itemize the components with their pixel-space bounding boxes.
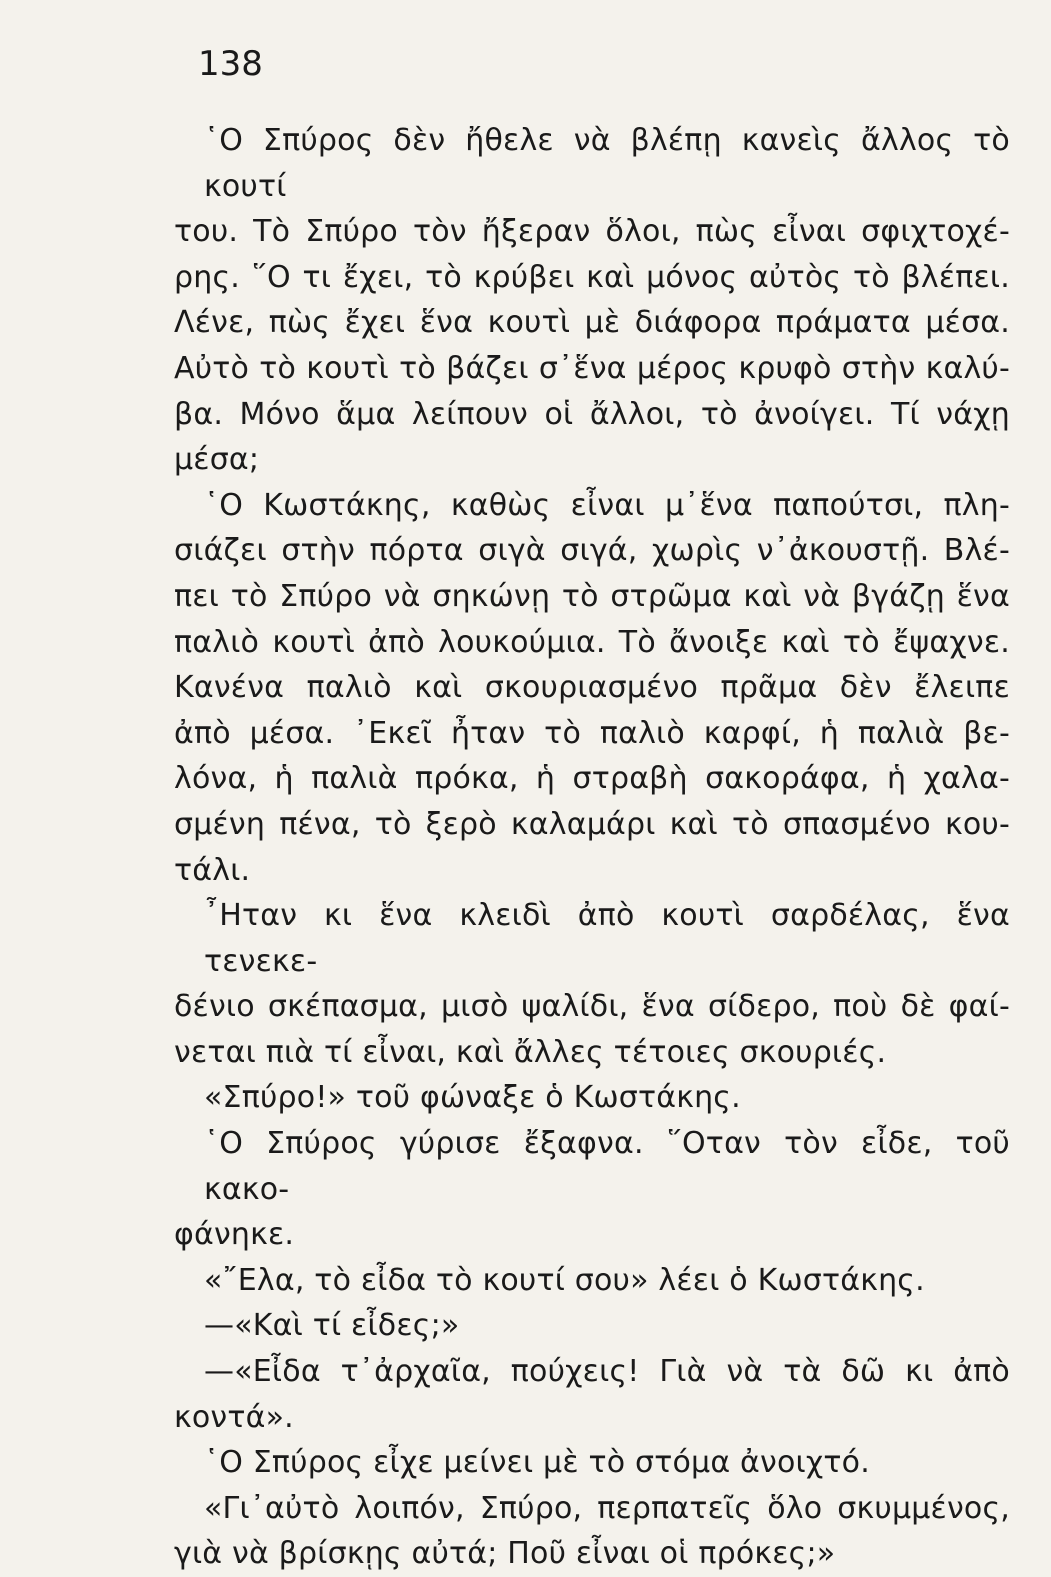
- text-line: σμένη πένα, τὸ ξερὸ καλαμάρι καὶ τὸ σπασμένο κου-: [174, 806, 1010, 842]
- text-line: του. Τὸ Σπύρο τὸν ἤξεραν ὅλοι, πὼς εἶναι σφιχτοχέ-: [174, 214, 1010, 250]
- paragraph: [174, 893, 1010, 1075]
- text-line: σιάζει στὴν πόρτα σιγὰ σιγά, χωρὶς ν᾽ἀκουστῇ. Βλέ-: [174, 533, 1010, 569]
- text-line: —«Εἶδα τ᾽ἀρχαῖα, πούχεις! Γιὰ νὰ τὰ δῶ κι ἀπὸ: [204, 1354, 1010, 1390]
- page-number: 138: [198, 44, 263, 84]
- text-line: ῾Ο Σπύρος δὲν ἤθελε νὰ βλέπῃ κανεὶς ἄλλος τὸ κουτί: [204, 123, 1010, 204]
- text-line: τάλι.: [174, 852, 251, 888]
- text-line: ρης. ῞Ο τι ἔχει, τὸ κρύβει καὶ μόνος αὐτὸς τὸ βλέπει.: [174, 259, 1010, 295]
- text-line: ἀπὸ μέσα. ᾽Εκεῖ ἦταν τὸ παλιὸ καρφί, ἡ παλιὰ βε-: [174, 715, 1010, 751]
- text-line: παλιὸ κουτὶ ἀπὸ λουκούμια. Τὸ ἄνοιξε καὶ τὸ ἔψαχνε.: [174, 624, 1010, 660]
- text-line: ῾Ο Σπύρος γύρισε ἔξαφνα. ῞Οταν τὸν εἶδε, τοῦ κακο-: [204, 1126, 1010, 1207]
- paragraph: [174, 1258, 1010, 1304]
- text-line: πει τὸ Σπύρο νὰ σηκώνῃ τὸ στρῶμα καὶ νὰ βγάζῃ ἕνα: [174, 578, 1010, 614]
- text-line: κοντά».: [174, 1399, 294, 1435]
- text-line: Αὐτὸ τὸ κουτὶ τὸ βάζει σ᾽ἕνα μέρος κρυφὸ στὴν καλύ-: [174, 350, 1010, 386]
- text-line: Κανένα παλιὸ καὶ σκουριασμένο πρᾶμα δὲν ἔλειπε: [174, 670, 1010, 706]
- text-line: βα. Μόνο ἅμα λείπουν οἱ ἄλλοι, τὸ ἀνοίγει. Τί νάχῃ: [174, 396, 1010, 432]
- paragraph: [174, 1303, 1010, 1349]
- paragraph: [174, 1486, 1010, 1577]
- text-line: —«Καὶ τί εἶδες;»: [204, 1308, 460, 1344]
- paragraph: [174, 1121, 1010, 1258]
- text-line: «Σπύρο!» τοῦ φώναξε ὁ Κωστάκης.: [204, 1080, 741, 1116]
- text-line: γιὰ νὰ βρίσκῃς αὐτά; Ποῦ εἶναι οἱ πρόκες;»: [174, 1536, 836, 1572]
- text-line: νεται πιὰ τί εἶναι, καὶ ἄλλες τέτοιες σκουριές.: [174, 1034, 887, 1070]
- text-line: «Γι᾽αὐτὸ λοιπόν, Σπύρο, περπατεῖς ὅλο σκυμμένος,: [204, 1490, 1010, 1526]
- paragraph: [174, 483, 1010, 893]
- paragraph: [174, 118, 1010, 483]
- paragraph: [174, 1440, 1010, 1486]
- text-line: Λένε, πὼς ἔχει ἕνα κουτὶ μὲ διάφορα πράματα μέσα.: [174, 305, 1010, 341]
- text-line: λόνα, ἡ παλιὰ πρόκα, ἡ στραβὴ σακοράφα, ἡ χαλα-: [174, 761, 1010, 797]
- paragraph: [174, 1349, 1010, 1440]
- text-line: «῎Ελα, τὸ εἶδα τὸ κουτί σου» λέει ὁ Κωστάκης.: [204, 1262, 925, 1298]
- paragraph: [174, 1075, 1010, 1121]
- text-line: ῾Ο Κωστάκης, καθὼς εἶναι μ᾽ἕνα παπούτσι, πλη-: [204, 487, 1010, 523]
- body-text: [174, 118, 1010, 1577]
- text-line: μέσα;: [174, 442, 260, 478]
- text-line: ῏Ηταν κι ἕνα κλειδὶ ἀπὸ κουτὶ σαρδέλας, ἕνα τενεκε-: [204, 898, 1010, 979]
- text-line: δένιο σκέπασμα, μισὸ ψαλίδι, ἕνα σίδερο, ποὺ δὲ φαί-: [174, 989, 1010, 1025]
- text-line: ῾Ο Σπύρος εἶχε μείνει μὲ τὸ στόμα ἀνοιχτό.: [204, 1445, 870, 1481]
- text-line: φάνηκε.: [174, 1217, 295, 1253]
